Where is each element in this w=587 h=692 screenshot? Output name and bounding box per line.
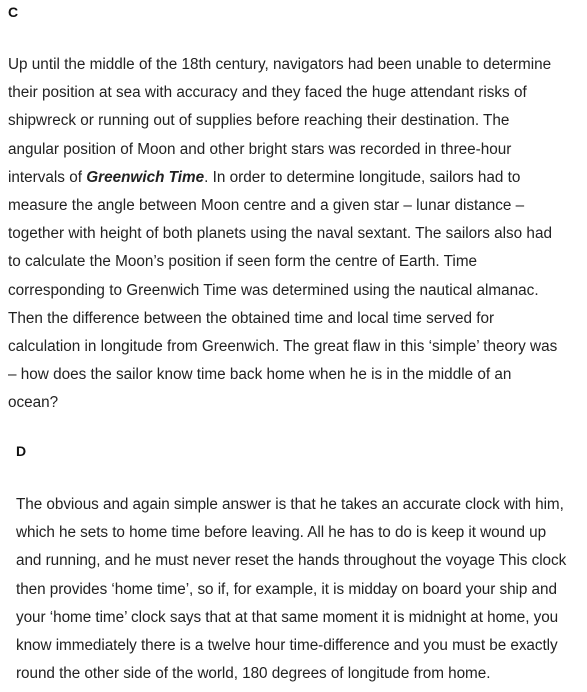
section-letter-d: D	[16, 443, 27, 459]
section-letter-c: C	[8, 4, 19, 20]
paragraph-line: know immediately there is a twelve hour time-difference and you must be exactly	[16, 637, 558, 655]
paragraph-line: Up until the middle of the 18th century, navigators had been unable to determine	[8, 56, 552, 73]
paragraph-line: then provides ‘home time’, so if, for example, it is midday on board your ship and	[16, 580, 557, 598]
paragraph-line: round the other side of the world, 180 degrees of longitude from home.	[16, 665, 491, 683]
paragraph-line: Then the difference between the obtained time and local time served for	[8, 309, 495, 327]
paragraph-line: to calculate the Moon’s position if seen form the centre of Earth. Time	[8, 253, 478, 271]
paragraph-line: shipwreck or running out of supplies before reaching their destination. The	[8, 112, 510, 130]
paragraph-line: The obvious and again simple answer is that he takes an accurate clock with him,	[16, 496, 564, 513]
paragraph-line	[8, 164, 580, 192]
paragraph-line: and running, and he must never reset the hands throughout the voyage This clock	[16, 552, 567, 570]
text-run: . In order to determine longitude, sailors had to	[204, 168, 521, 186]
text-run: intervals of	[8, 168, 87, 186]
paragraph-line: measure the angle between Moon centre and a given star – lunar distance –	[8, 197, 525, 215]
paragraph-line: angular position of Moon and other bright stars was recorded in three-hour	[8, 140, 512, 158]
section-c-paragraph	[8, 51, 580, 418]
paragraph-line: their position at sea with accuracy and they faced the huge attendant risks of	[8, 84, 527, 102]
paragraph-line: which he sets to home time before leaving. All he has to do is keep it wound up	[16, 524, 547, 542]
paragraph-line: your ‘home time’ clock says that at that same moment it is midnight at home, you	[16, 608, 559, 626]
paragraph-line: calculation in longitude from Greenwich. The great flaw in this ‘simple’ theory was	[8, 338, 558, 356]
paragraph-line: – how does the sailor know time back home when he is in the middle of an	[8, 366, 512, 384]
emphasis-greenwich-time: Greenwich Time	[86, 168, 205, 186]
paragraph-line: corresponding to Greenwich Time was determined using the nautical almanac.	[8, 281, 539, 299]
paragraph-line: together with height of both planets using the naval sextant. The sailors also had	[8, 225, 552, 243]
section-d-paragraph	[16, 491, 584, 688]
paragraph-line: ocean?	[8, 394, 59, 412]
